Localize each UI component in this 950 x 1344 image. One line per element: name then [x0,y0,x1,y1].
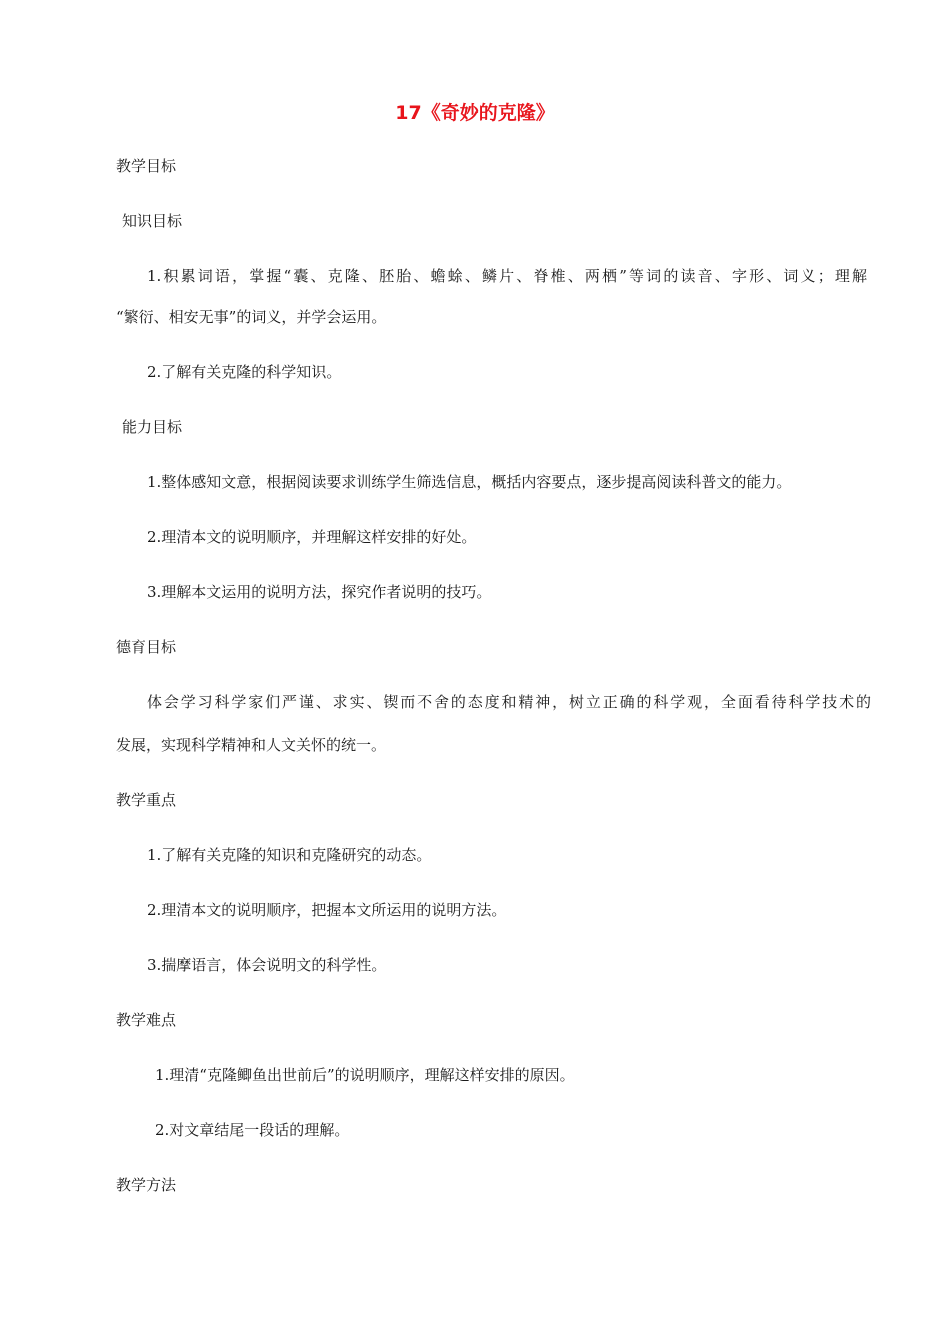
paragraph-moral-1: 体会学习科学家们严谨、求实、锲而不舍的态度和精神，树立正确的科学观，全面看待科学技术的 [147,693,871,711]
paragraph-difficulty-2: 2.对文章结尾一段话的理解。 [155,1121,350,1139]
paragraph-knowledge-1: 1.积累词语，掌握“囊、克隆、胚胎、蟾蜍、鳞片、脊椎、两栖”等词的读音、字形、词义；理解 [147,267,867,285]
document-title: 17《奇妙的克隆》 [395,102,555,124]
paragraph-difficulty-1: 1.理清“克隆鲫鱼出世前后”的说明顺序，理解这样安排的原因。 [155,1066,575,1084]
section-heading-key-points: 教学重点 [116,791,177,809]
paragraph-key-2: 2.理清本文的说明顺序，把握本文所运用的说明方法。 [147,901,507,919]
paragraph-moral-1-cont: 发展，实现科学精神和人文关怀的统一。 [116,736,387,754]
section-heading-teaching-methods: 教学方法 [116,1176,177,1194]
section-heading-moral-goals: 德育目标 [116,638,177,656]
paragraph-ability-2: 2.理清本文的说明顺序，并理解这样安排的好处。 [147,528,477,546]
subheading-ability-goals: 能力目标 [122,418,183,436]
paragraph-ability-1: 1.整体感知文意，根据阅读要求训练学生筛选信息，概括内容要点，逐步提高阅读科普文的能力。 [147,473,792,491]
paragraph-knowledge-2: 2.了解有关克隆的科学知识。 [147,363,342,381]
section-heading-teaching-goals: 教学目标 [116,157,177,175]
paragraph-knowledge-1-cont: “繁衍、相安无事”的词义，并学会运用。 [116,308,387,326]
paragraph-key-1: 1.了解有关克隆的知识和克隆研究的动态。 [147,846,432,864]
subheading-knowledge-goals: 知识目标 [122,212,183,230]
paragraph-key-3: 3.揣摩语言，体会说明文的科学性。 [147,956,387,974]
paragraph-ability-3: 3.理解本文运用的说明方法，探究作者说明的技巧。 [147,583,492,601]
section-heading-difficulties: 教学难点 [116,1011,177,1029]
